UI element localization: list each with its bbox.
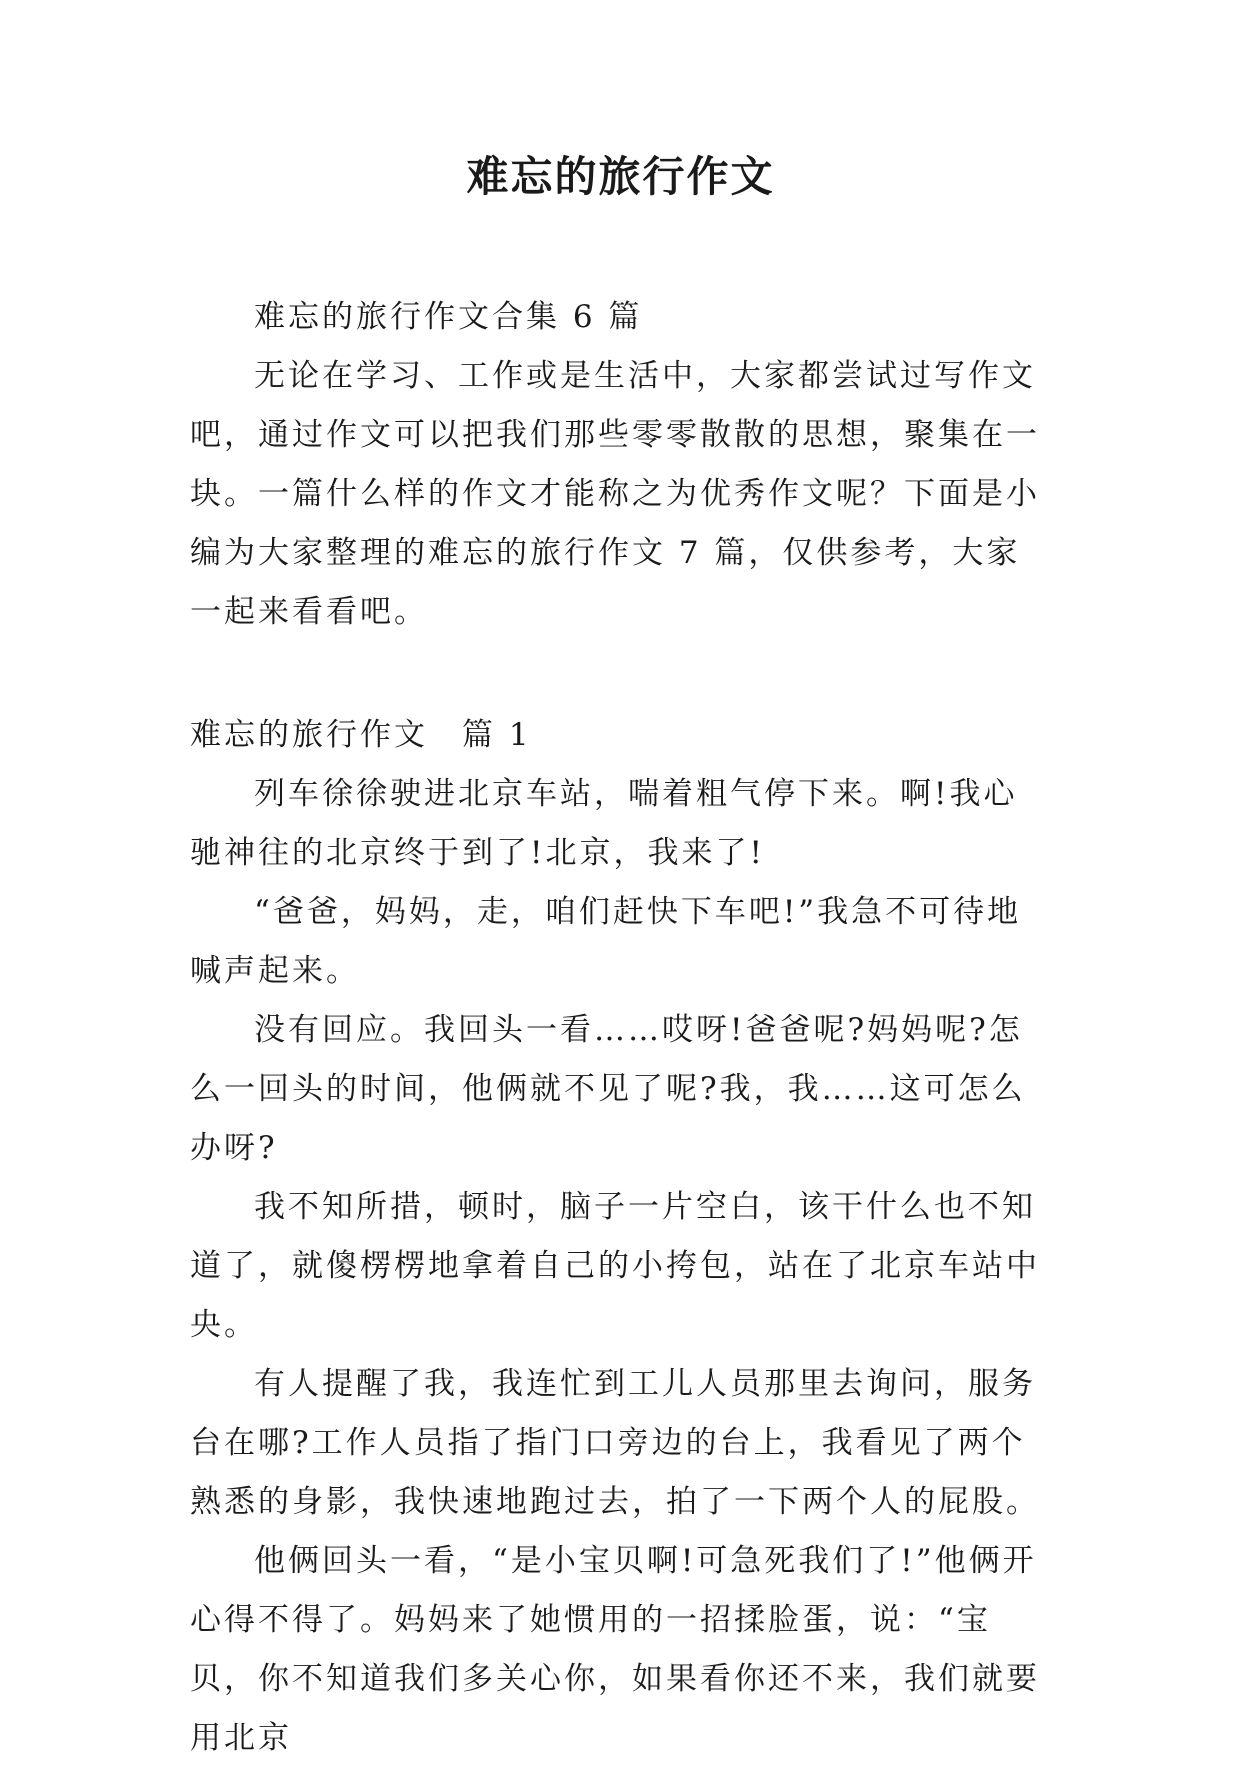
paragraph: 他俩回头一看，“是小宝贝啊!可急死我们了!”他俩开心得不得了。妈妈来了她惯用的一招揉脸蛋，说：“宝贝，你不知道我们多关心你，如果看你还不来，我们就要用北京 — [190, 1543, 1040, 1756]
section-heading: 难忘的旅行作文 篇 1 — [190, 717, 532, 753]
paragraph: “爸爸，妈妈，走，咱们赶快下车吧!”我急不可待地喊声起来。 — [190, 894, 1022, 989]
intro-paragraph: 无论在学习、工作或是生活中，大家都尝试过写作文吧，通过作文可以把我们那些零零散散的思想，聚集在一块。一篇什么样的作文才能称之为优秀作文呢？下面是小编为大家整理的难忘的旅行作文 7 篇，仅供参考，大家一起来看看吧。 — [190, 358, 1040, 630]
intro-heading: 难忘的旅行作文合集 6 篇 — [254, 299, 643, 335]
document-body — [190, 288, 1050, 1768]
paragraph: 没有回应。我回头一看……哎呀!爸爸呢?妈妈呢?怎么一回头的时间，他俩就不见了呢?我，我……这可怎么办呀? — [190, 1012, 1026, 1166]
paragraph: 列车徐徐驶进北京车站，喘着粗气停下来。啊!我心驰神往的北京终于到了!北京，我来了! — [190, 776, 1018, 871]
document-title: 难忘的旅行作文 — [466, 152, 775, 201]
paragraph: 我不知所措，顿时，脑子一片空白，该干什么也不知道了，就傻楞楞地拿着自己的小挎包，站在了北京车站中央。 — [190, 1189, 1040, 1343]
paragraph: 有人提醒了我，我连忙到工儿人员那里去询问，服务台在哪?工作人员指了指门口旁边的台上，我看见了两个熟悉的身影，我快速地跑过去，拍了一下两个人的屁股。 — [190, 1366, 1040, 1520]
